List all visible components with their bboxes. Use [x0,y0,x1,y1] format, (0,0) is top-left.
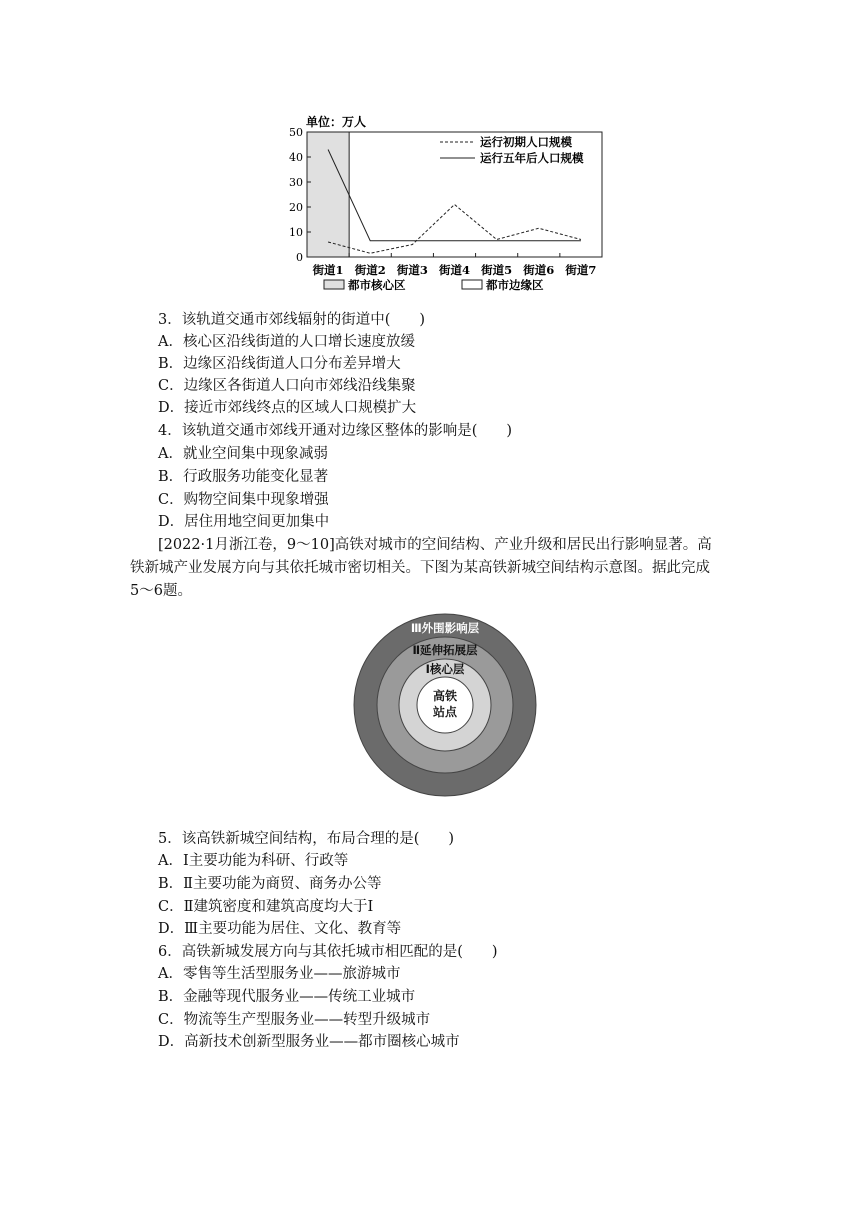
q3-option-a: A．核心区沿线街道的人口增长速度放缓 [158,334,415,350]
center-label-1: 高铁 [432,689,458,703]
intro-line-2: 铁新城产业发展方向与其依托城市密切相关。下图为某高铁新城空间结构示意图。据此完成 [130,560,710,576]
hsr-new-town-structure-diagram [350,610,540,800]
zone-legend-swatch-1 [324,280,344,289]
q3-option-d: D．接近市郊线终点的区域人口规模扩大 [158,400,417,416]
legend-label-1: 运行初期人口规模 [480,135,572,149]
y-tick-label: 30 [289,176,303,189]
q5-stem: 5．该高铁新城空间结构，布局合理的是( ) [158,831,455,847]
legend-label-2: 运行五年后人口规模 [480,151,584,165]
q5-option-c: C．Ⅱ建筑密度和建筑高度均大于Ⅰ [158,899,374,915]
x-tick-label: 街道3 [396,263,428,277]
zone-area-1 [307,132,349,257]
y-tick-label: 10 [289,226,303,239]
q6-option-c: C．物流等生产型服务业——转型升级城市 [158,1012,431,1028]
x-tick-label: 街道4 [438,263,471,277]
q6-stem: 6．高铁新城发展方向与其依托城市相匹配的是( ) [158,944,498,960]
zone-legend-swatch-2 [462,280,482,289]
q4-option-b: B．行政服务功能变化显著 [158,469,329,485]
q5-option-a: A．Ⅰ主要功能为科研、行政等 [158,853,349,869]
q3-option-c: C．边缘区各街道人口向市郊线沿线集聚 [158,378,416,394]
x-tick-label: 街道6 [523,263,555,277]
x-tick-label: 街道5 [481,263,513,277]
q3-option-b: B．边缘区沿线街道人口分布差异增大 [158,356,401,372]
q6-option-d: D．高新技术创新型服务业——都市圈核心城市 [158,1034,460,1050]
y-tick-label: 0 [296,251,303,264]
y-tick-label: 20 [289,201,303,214]
q5-option-b: B．Ⅱ主要功能为商贸、商务办公等 [158,876,382,892]
q4-option-d: D．居住用地空间更加集中 [158,514,330,530]
x-tick-label: 街道7 [565,263,597,277]
x-tick-label: 街道2 [354,263,386,277]
intro-line-1: [2022·1月浙江卷，9～10]高铁对城市的空间结构、产业升级和居民出行影响显著。高 [158,537,712,553]
y-tick-label: 40 [289,151,303,164]
q4-option-c: C．购物空间集中现象增强 [158,492,329,508]
q3-stem: 3．该轨道交通市郊线辐射的街道中( ) [158,312,426,328]
q4-option-a: A．就业空间集中现象减弱 [158,446,328,462]
center-label-2: 站点 [432,705,458,719]
zone-legend-label-2: 都市边缘区 [486,278,544,292]
zone-legend-label-1: 都市核心区 [348,278,406,292]
x-tick-label: 街道1 [312,263,344,277]
chart-unit-label: 单位：万人 [306,115,367,129]
y-tick-label: 50 [289,126,303,139]
q5-option-d: D．Ⅲ主要功能为居住、文化、教育等 [158,921,402,937]
q4-stem: 4．该轨道交通市郊线开通对边缘区整体的影响是( ) [158,423,513,439]
population-line-chart [280,112,610,302]
ring2-label: Ⅱ延伸拓展层 [412,643,478,657]
q6-option-a: A．零售等生活型服务业——旅游城市 [158,966,401,982]
intro-line-3: 5～6题。 [130,583,192,599]
ring1-label: Ⅰ核心层 [425,662,465,676]
q6-option-b: B．金融等现代服务业——传统工业城市 [158,989,416,1005]
ring3-label: Ⅲ外围影响层 [410,621,480,635]
